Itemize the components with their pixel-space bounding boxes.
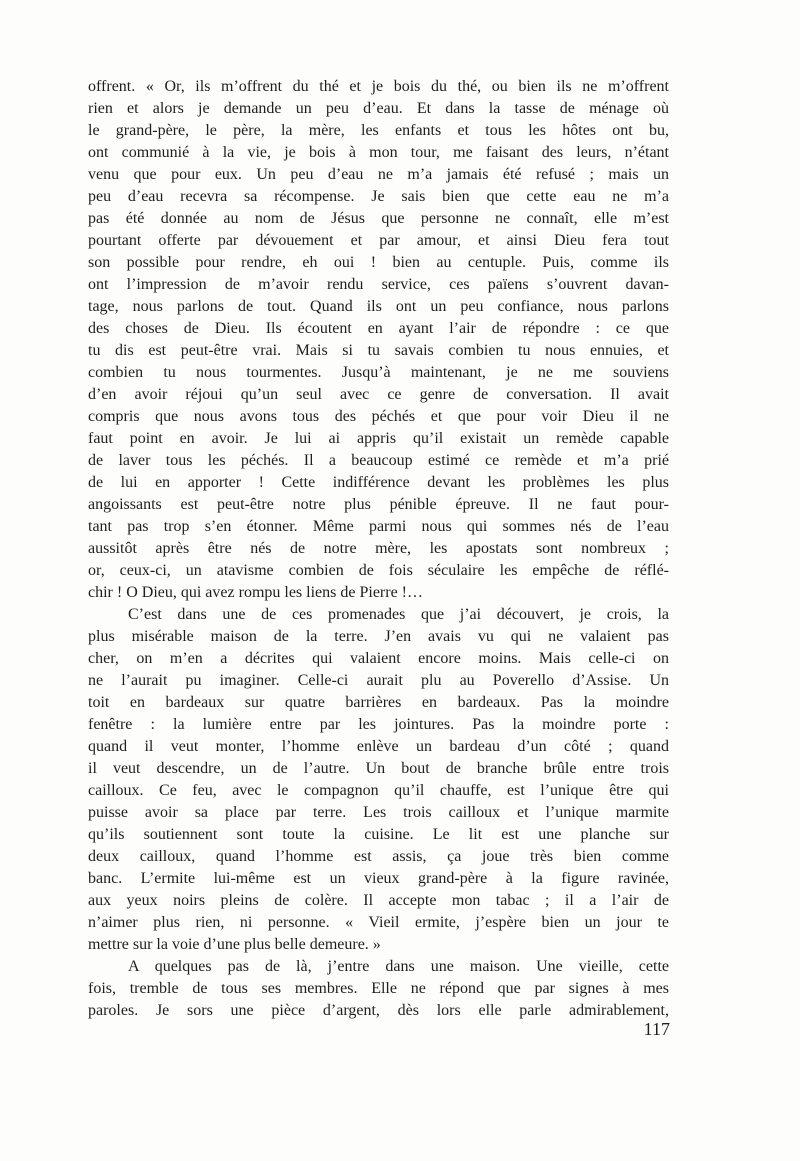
text-line: faut point en avoir. Je lui ai appris qu’il existait un remède capable: [88, 430, 669, 447]
text-line: tage, nous parlons de tout. Quand ils ont un peu confiance, nous parlons: [88, 298, 669, 315]
text-line: peu d’eau recevra sa récompense. Je sais bien que cette eau ne m’a: [88, 188, 669, 205]
text-line: d’en avoir réjoui qu’un seul avec ce genre de conversation. Il avait: [88, 386, 669, 403]
text-line: qu’ils soutiennent sont toute la cuisine. Le lit est une planche sur: [88, 826, 669, 843]
text-line: chir ! O Dieu, qui avez rompu les liens de Pierre !…: [88, 584, 424, 601]
text-line: ne l’aurait pu imaginer. Celle-ci aurait plu au Poverello d’Assise. Un: [88, 672, 669, 689]
text-line: cher, on m’en a décrites qui valaient encore moins. Mais celle-ci on: [88, 650, 669, 667]
text-line: compris que nous avons tous des péchés et que pour voir Dieu il ne: [88, 408, 669, 425]
text-line: venu que pour eux. Un peu d’eau ne m’a jamais été refusé ; mais un: [88, 166, 669, 183]
text-line: A quelques pas de là, j’entre dans une maison. Une vieille, cette: [128, 958, 669, 975]
text-line: offrent. « Or, ils m’offrent du thé et je bois du thé, ou bien ils ne m’offrent: [88, 78, 669, 95]
text-line: cailloux. Ce feu, avec le compagnon qu’il chauffe, est l’unique être qui: [88, 782, 669, 799]
text-line: ont communié à la vie, je bois à mon tour, me faisant des leurs, n’étant: [88, 144, 669, 161]
text-line: tant pas trop s’en étonner. Même parmi nous qui sommes nés de l’eau: [88, 518, 669, 535]
text-line: mettre sur la voie d’une plus belle demeure. »: [88, 936, 381, 953]
text-line: combien tu nous tourmentes. Jusqu’à maintenant, je ne me souviens: [88, 364, 669, 381]
text-line: il veut descendre, un de l’autre. Un bout de branche brûle entre trois: [88, 760, 669, 777]
text-line: banc. L’ermite lui-même est un vieux grand-père à la figure ravinée,: [88, 870, 669, 887]
text-line: de lui en apporter ! Cette indifférence devant les problèmes les plus: [88, 474, 669, 491]
text-line: ont l’impression de m’avoir rendu service, ces païens s’ouvrent davan-: [88, 276, 669, 293]
text-line: puisse avoir sa place par terre. Les trois cailloux et l’unique marmite: [88, 804, 669, 821]
text-line: fenêtre : la lumière entre par les jointures. Pas la moindre porte :: [88, 716, 669, 733]
text-line: n’aimer plus rien, ni personne. « Vieil ermite, j’espère bien un jour te: [88, 914, 669, 931]
text-line: des choses de Dieu. Ils écoutent en ayant l’air de répondre : ce que: [88, 320, 669, 337]
text-line: paroles. Je sors une pièce d’argent, dès lors elle parle admirablement,: [88, 1002, 669, 1019]
text-line: rien et alors je demande un peu d’eau. Et dans la tasse de ménage où: [88, 100, 669, 117]
text-line: quand il veut monter, l’homme enlève un bardeau d’un côté ; quand: [88, 738, 669, 755]
text-line: fois, tremble de tous ses membres. Elle ne répond que par signes à mes: [88, 980, 669, 997]
text-line: aux yeux noirs pleins de colère. Il accepte mon tabac ; il a l’air de: [88, 892, 669, 909]
text-line: le grand-père, le père, la mère, les enfants et tous les hôtes ont bu,: [88, 122, 669, 139]
text-line: aussitôt après être nés de notre mère, les apostats sont nombreux ;: [88, 540, 669, 557]
text-line: deux cailloux, quand l’homme est assis, ça joue très bien comme: [88, 848, 669, 865]
text-line: plus misérable maison de la terre. J’en avais vu qui ne valaient pas: [88, 628, 669, 645]
text-line: pourtant offerte par dévouement et par amour, et ainsi Dieu fera tout: [88, 232, 669, 249]
page-number: 117: [643, 1019, 670, 1039]
text-line: angoissants est peut-être notre plus pénible épreuve. Il ne faut pour-: [88, 496, 669, 513]
text-line: son possible pour rendre, eh oui ! bien au centuple. Puis, comme ils: [88, 254, 669, 271]
text-line: C’est dans une de ces promenades que j’ai découvert, je crois, la: [128, 606, 669, 623]
text-line: tu dis est peut-être vrai. Mais si tu savais combien tu nous ennuies, et: [88, 342, 669, 359]
text-line: or, ceux-ci, un atavisme combien de fois séculaire les empêche de réflé-: [88, 562, 669, 579]
text-line: pas été donnée au nom de Jésus que personne ne connaît, elle m’est: [88, 210, 669, 227]
body-text: [88, 76, 669, 1022]
text-line: toit en bardeaux sur quatre barrières en bardeaux. Pas la moindre: [88, 694, 669, 711]
text-line: de laver tous les péchés. Il a beaucoup estimé ce remède et m’a prié: [88, 452, 669, 469]
